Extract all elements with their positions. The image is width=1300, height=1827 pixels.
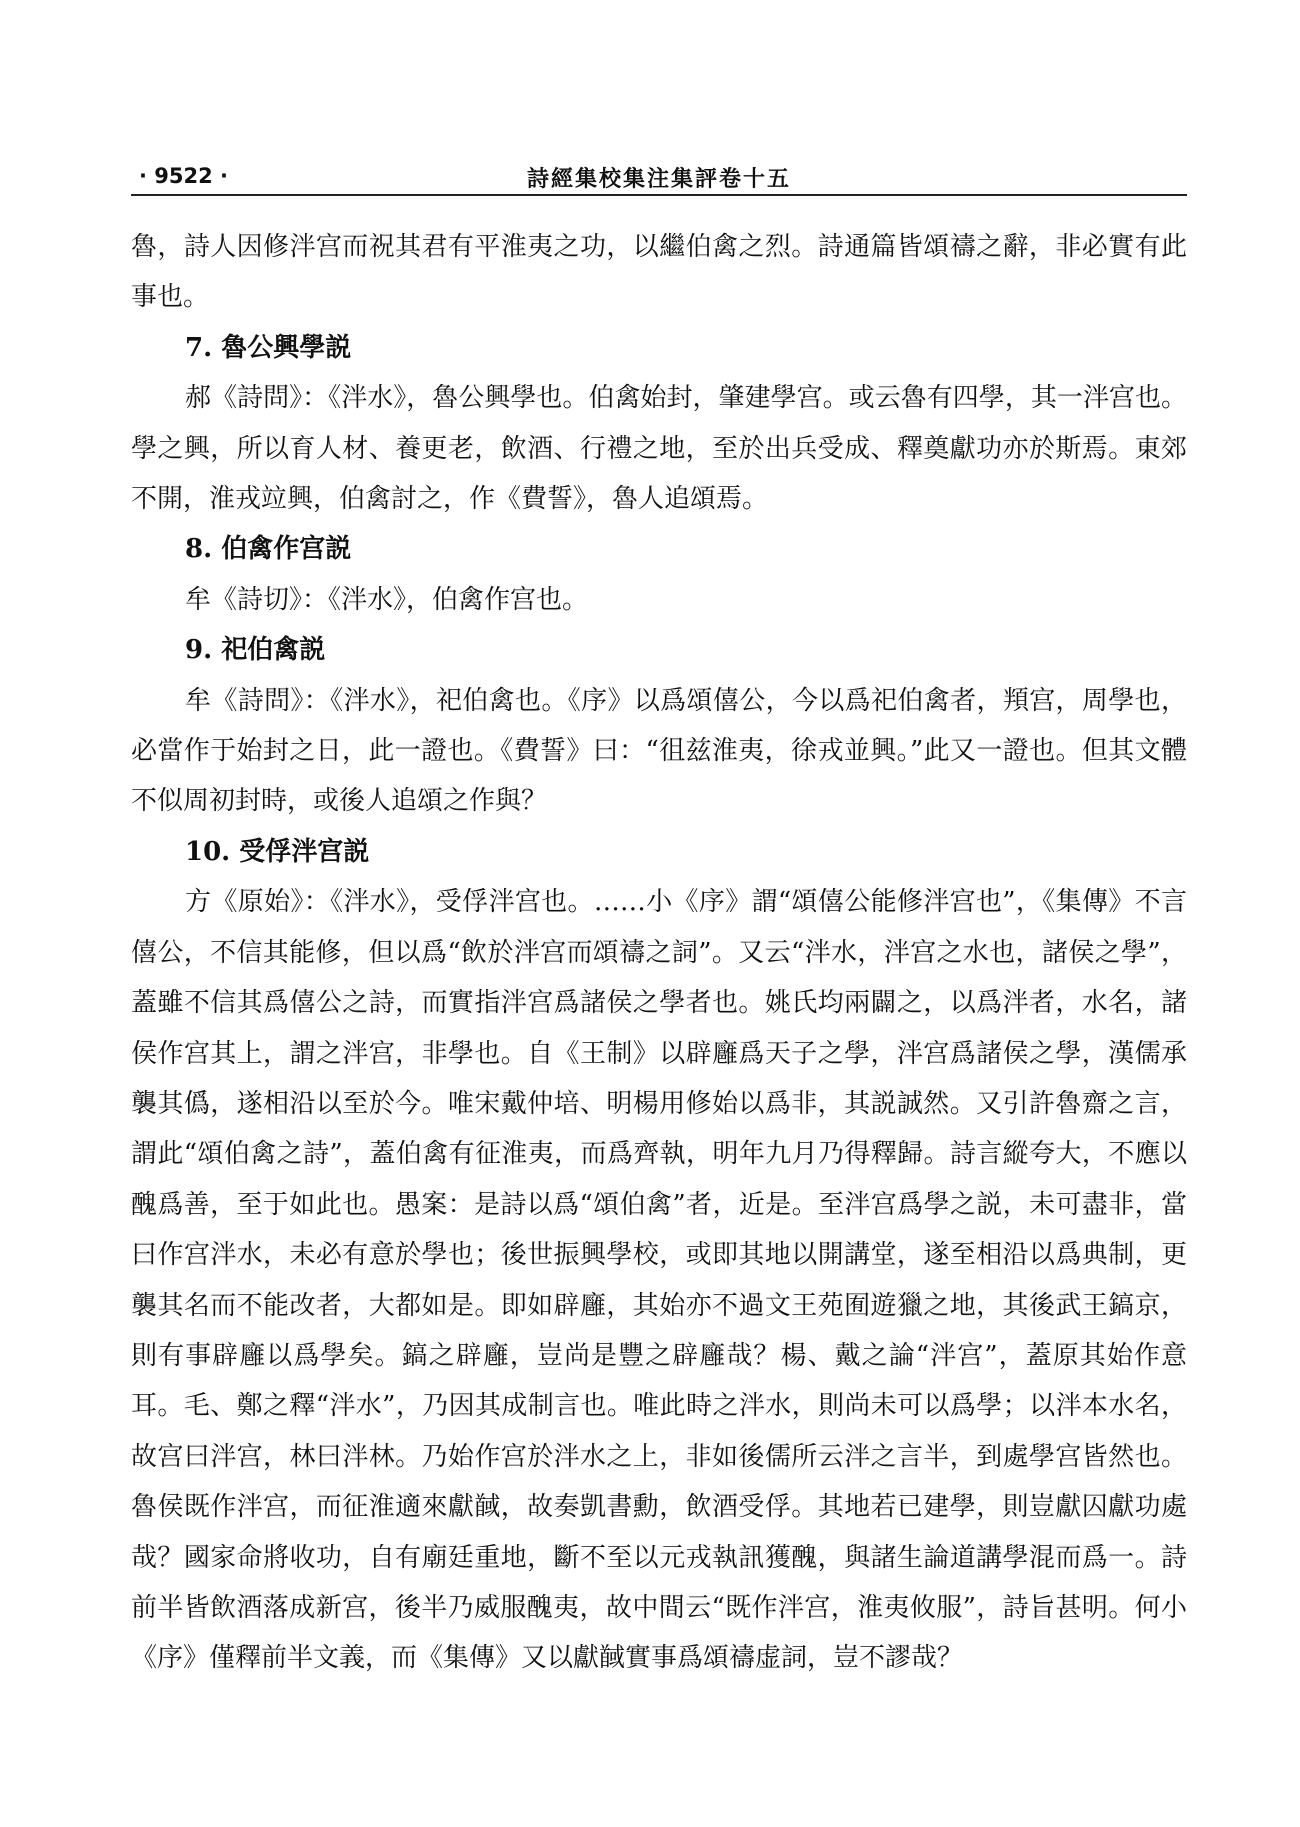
section-heading-7: 7. 魯公興學説: [185, 332, 352, 363]
paragraph-10: 方《原始》：《泮水》，受俘泮宫也。……小《序》謂“頌僖公能修泮宫也”，《集傳》不言僖公，不信其能修，但以爲“飲於泮宫而頌禱之詞”。又云“泮水，泮宫之水也，諸侯之學”，蓋雖不信其爲僖公之詩，而實指泮宫爲諸侯之學者也。姚氏均兩闢之，以爲泮者，水名，諸侯作宫其上，謂之泮宫，非學也。自《王制》以辟廱爲天子之學，泮宫爲諸侯之學，漢儒承襲其僞，遂相沿以至於今。唯宋戴仲培、明楊用修始以爲非，其説誠然。又引許魯齋之言，謂此“頌伯禽之詩”，蓋伯禽有征淮夷，而爲齊執，明年九月乃得釋歸。詩言縱夸大，不應以醜爲善，至于如此也。愚案：是詩以爲“頌伯禽”者，近是。至泮宫爲學之説，未可盡非，當曰作宫泮水，未必有意於學也；後世振興學校，或即其地以開講堂，遂至相沿以爲典制，更襲其名而不能改者，大都如是。即如辟廱，其始亦不過文王苑囿遊獵之地，其後武王鎬京，則有事辟廱以爲學矣。鎬之辟廱，豈尚是豐之辟廱哉？楊、戴之論“泮宫”，蓋原其始作意耳。毛、鄭之釋“泮水”，乃因其成制言也。唯此時之泮水，則尚未可以爲學；以泮本水名，故宫曰泮宫，林曰泮林。乃始作宫於泮水之上，非如後儒所云泮之言半，到處學宫皆然也。魯侯既作泮宫，而征淮適來獻馘，故奏凱書勳，飲酒受俘。其地若已建學，則豈獻囚獻功處哉？國家命將收功，自有廟廷重地，斷不至以元戎執訊獲醜，與諸生論道講學混而爲一。詩前半皆飲酒落成新宫，後半乃威服醜夷，故中間云“既作泮宫，淮夷攸服”，詩旨甚明。何小《序》僅釋前半文義，而《集傳》又以獻馘實事爲頌禱虚詞，豈不謬哉？: [131, 887, 1187, 1674]
section-heading-9: 9. 祀伯禽説: [185, 635, 326, 666]
running-title: 詩經集校集注集評卷十五: [526, 166, 791, 192]
section-heading-10: 10. 受俘泮宫説: [185, 836, 370, 867]
page-number: · 9522 ·: [139, 164, 229, 188]
paragraph-8: 牟《詩切》：《泮水》，伯禽作宫也。: [185, 584, 589, 615]
paragraph-9: 牟《詩問》：《泮水》，祀伯禽也。《序》以爲頌僖公，今以爲祀伯禽者，頖宫，周學也，必當作于始封之日，此一證也。《費誓》曰：“徂兹淮夷，徐戎並興。”此又一證也。但其文體不似周初封時，或後人追頌之作與？: [131, 685, 1187, 817]
header-divider: [131, 194, 1187, 196]
section-heading-8: 8. 伯禽作宫説: [185, 534, 352, 565]
page-header: [131, 158, 1187, 198]
paragraph-7: 郝《詩問》：《泮水》，魯公興學也。伯禽始封，肇建學宫。或云魯有四學，其一泮宫也。學之興，所以育人材、養更老，飲酒、行禮之地，至於出兵受成、釋奠獻功亦於斯焉。東郊不開，淮戎竝興，伯禽討之，作《費誓》，魯人追頌焉。: [131, 383, 1187, 515]
body-text: [131, 222, 1187, 1684]
paragraph-continuation: 魯，詩人因修泮宫而祝其君有平淮夷之功，以繼伯禽之烈。詩通篇皆頌禱之辭，非必實有此事也。: [131, 232, 1187, 313]
